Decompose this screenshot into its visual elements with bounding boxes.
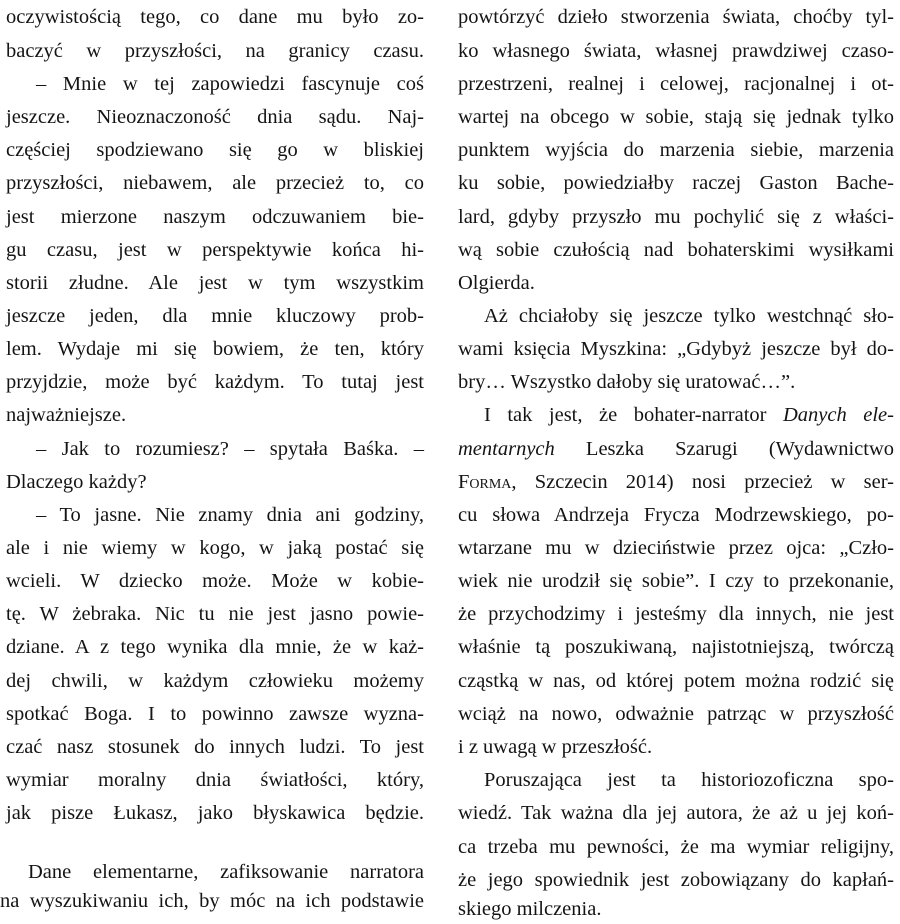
text-line: przyjdzie, może być każdym. To tutaj jest [6,371,424,393]
text-line: wciąż na nowo, odważnie patrząc w przyszłość [458,703,894,725]
text-line: wami księcia Myszkina: „Gdybyż jeszcze był do- [458,338,894,360]
text-line: Dlaczego każdy? [6,471,147,493]
text-line: i z uwagą w przeszłość. [458,736,653,758]
publisher-name-smallcaps: Forma [458,471,512,493]
text-line: storii złudne. Ale jest w tym wszystkim [6,272,424,294]
text-line: jeszcze jeden, dla mnie kluczowy prob- [6,305,424,327]
text-line: ale i nie wiemy w kogo, w jaką postać się [6,537,424,559]
text-line: właśnie tą poszukiwaną, najistotniejszą, twórczą [458,636,894,658]
text-line: cząstką w nas, od której potem można rodzić się [458,670,894,692]
text-line: cu słowa Andrzeja Frycza Modrzewskiego, po- [458,504,894,526]
text-line: wtarzane mu w dzieciństwie przez ojca: „Czło- [458,537,894,559]
text-line: punktem wyjścia do marzenia siebie, marzenia [458,139,894,161]
text-line [458,434,894,464]
book-title-italic: mentarnych [458,438,555,460]
text-line: częściej spodziewano się go w bliskiej [6,139,424,161]
text-line: spotkać Boga. I to powinno zawsze wyzna- [6,703,424,725]
book-title-italic: Danych ele- [783,404,894,426]
text-line: wartej na obcego w sobie, stają się jednak tylko [458,106,894,128]
text-line: lard, gdyby przyszło mu pochylić się z właści- [458,206,894,228]
text-line: lem. Wydaje mi się bowiem, że ten, który [6,338,424,360]
text-line: jeszcze. Nieoznaczoność dnia sądu. Naj- [6,106,424,128]
text-line: Aż chciałoby się jeszcze tylko westchnąć sło- [484,305,894,327]
text-line [458,467,894,497]
text-line: przestrzeni, realnej i celowej, racjonalnej i ot- [458,73,894,95]
text-line: – To jasne. Nie znamy dnia ani godziny, [36,504,424,526]
text-line: jak pisze Łukasz, jako błyskawica będzie. [6,802,424,824]
text-line: Poruszająca jest ta historiozoficzna spo- [484,769,894,791]
text-line: oczywistością tego, co dane mu było zo- [6,6,424,28]
text-line: że jego spowiednik jest zobowiązany do kapłań- [458,869,894,891]
text-line: najważniejsze. [6,404,127,426]
text-line: jest mierzone naszym odczuwaniem bie- [6,206,424,228]
text-line: ko własnego świata, własnej prawdziwej czaso- [458,40,894,62]
text-line: wiek nie urodził się sobie”. I czy to przekonanie, [458,570,894,592]
text-run: Leszka Szarugi (Wydawnictwo [554,438,894,460]
text-run: I tak jest, że bohater-narrator [484,404,783,426]
text-line: wymiar moralny dnia światłości, który, [6,769,424,791]
text-run: , Szczecin 2014) nosi przecież w ser- [511,471,894,493]
text-line: wcieli. W dziecko może. Może w kobie- [6,570,424,592]
text-line: baczyć w przyszłości, na granicy czasu. [6,40,424,62]
text-line: czać nasz stosunek do innych ludzi. To jest [6,736,424,758]
text-line: wiedź. Tak ważna dla jej autora, że aż u jej koń- [458,802,894,824]
text-line: dej chwili, w każdym człowieku możemy [6,670,424,692]
text-line: powtórzyć dzieło stworzenia świata, choćby tyl- [458,6,894,28]
text-line: skiego milczenia. [458,898,602,920]
text-line: że przychodzimy i jesteśmy dla innych, nie jest [458,603,894,625]
text-line: – Jak to rozumiesz? – spytała Baśka. – [36,438,424,460]
text-line [484,400,894,430]
text-line: ca trzeba mu pewności, że ma wymiar religijny, [458,836,894,858]
text-line: dziane. A z tego wynika dla mnie, że w każ- [6,636,424,658]
text-line: tę. W żebraka. Nic tu nie jest jasno powie- [6,603,424,625]
text-line: bry… Wszystko dałoby się uratować…”. [458,371,796,393]
text-line: – Mnie w tej zapowiedzi fascynuje coś [36,73,424,95]
text-line: gu czasu, jest w perspektywie końca hi- [6,239,424,261]
text-line: Olgierda. [458,272,535,294]
text-line: na wyszukiwaniu ich, by móc na ich podstawie [0,890,424,912]
text-line: Dane elementarne, zafiksowanie narratora [28,861,424,883]
text-line: wą sobie czułością nad bohaterskimi wysiłkami [458,239,894,261]
text-line: przyszłości, niebawem, ale przecież to, co [6,172,424,194]
text-line: ku sobie, powiedziałby raczej Gaston Bache- [458,172,894,194]
